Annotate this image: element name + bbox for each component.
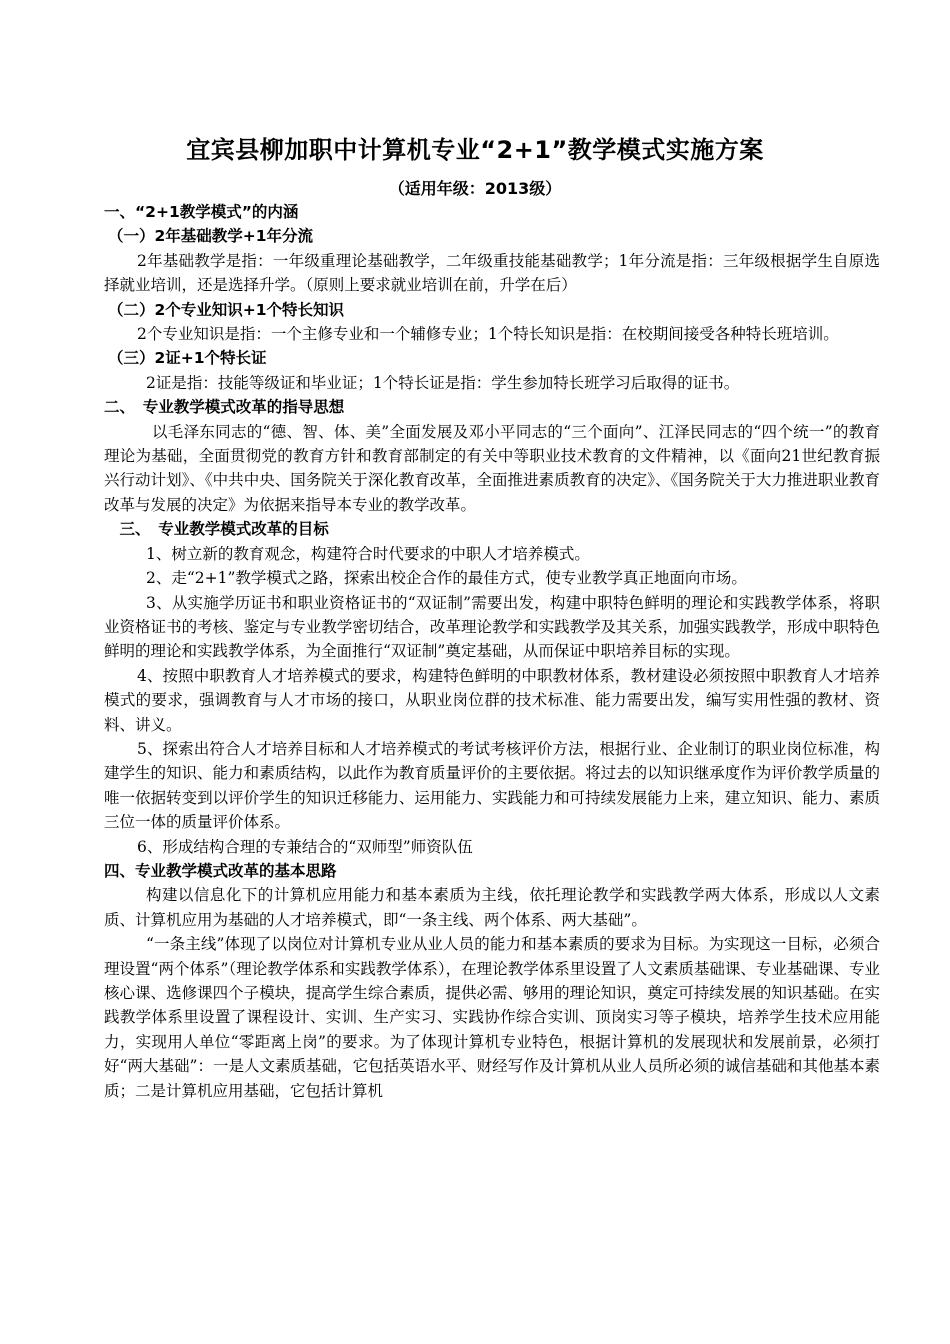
paragraph: 6、形成结构合理的专兼结合的“双师型”师资队伍 (137, 837, 473, 856)
subsection-heading: （二）2个专业知识+1个特长知识 (108, 300, 345, 319)
paragraph: 3、从实施学历证书和职业资格证书的“双证制”需要出发，构建中职特色鲜明的理论和实践教学体系，将职业资格证书的考核、鉴定与专业教学密切结合，改革理论教学和实践教学及其关系，加强实践教学，形成中职特色鲜明的理论和实践教学体系，为全面推行“双证制”奠定基础，从而保证中职培养目标的实现。 (104, 593, 880, 661)
paragraph: 4、按照中职教育人才培养模式的要求，构建特色鲜明的中职教材体系，教材建设必须按照中职教育人才培养模式的要求，强调教育与人才市场的接口，从职业岗位群的技术标准、能力需要出发，编写实用性强的教材、资料、讲义。 (104, 666, 880, 734)
document-subtitle: （适用年级：2013级） (388, 179, 562, 198)
subsection-heading: （三）2证+1个特长证 (108, 349, 267, 368)
paragraph: 以毛泽东同志的“德、智、体、美”全面发展及邓小平同志的“三个面向”、江泽民同志的“四个统一”的教育理论为基础，全面贯彻党的教育方针和教育部制定的有关中等职业技术教育的文件精神，以《面向21世纪教育振兴行动计划》、《中共中央、国务院关于深化教育改革，全面推进素质教育的决定》、《国务院关于大力推进职业教育改革与发展的决定》为依据来指导本专业的教学改革。 (104, 422, 880, 514)
section-heading: 一、“2+1教学模式”的内涵 (104, 203, 299, 221)
paragraph: 1、树立新的教育观念，构建符合时代要求的中职人才培养模式。 (146, 544, 590, 563)
subsection-heading: （一）2年基础教学+1年分流 (108, 227, 314, 246)
paragraph: 2证是指：技能等级证和毕业证；1个特长证是指：学生参加特长班学习后取得的证书。 (146, 373, 740, 392)
paragraph: 2个专业知识是指：一个主修专业和一个辅修专业；1个特长知识是指：在校期间接受各种特长班培训。 (137, 325, 839, 344)
paragraph: “一条主线”体现了以岗位对计算机专业从业人员的能力和基本素质的要求为目标。为实现这一目标，必须合理设置“两个体系”（理论教学体系和实践教学体系），在理论教学体系里设置了人文素质基础课、专业基础课、专业核心课、选修课四个子模块，提高学生综合素质，提供必需、够用的理论知识，奠定可持续发展的知识基础。在实践教学体系里设置了课程设计、实训、生产实习、实践协作综合实训、顶岗实习等子模块，培养学生技术应用能力，实现用人单位“零距离上岗”的要求。为了体现计算机专业特色，根据计算机的发展现状和发展前景，必须打好“两大基础”：一是人文素质基础，它包括英语水平、财经写作及计算机从业人员所必须的诚信基础和其他基本素质；二是计算机应用基础，它包括计算机 (104, 935, 880, 1100)
section-heading: 四、专业教学模式改革的基本思路 (104, 861, 337, 880)
section-heading: 二、 专业教学模式改革的指导思想 (104, 398, 345, 417)
paragraph: 5、探索出符合人才培养目标和人才培养模式的考试考核评价方法，根据行业、企业制订的职业岗位标准，构建学生的知识、能力和素质结构，以此作为教育质量评价的主要依据。将过去的以知识继承度作为评价教学质量的唯一依据转变到以评价学生的知识迁移能力、运用能力、实践能力和可持续发展能力上来，建立知识、能力、素质三位一体的质量评价体系。 (104, 739, 880, 832)
document-title: 宜宾县柳加职中计算机专业“2+1”教学模式实施方案 (186, 136, 764, 164)
paragraph: 2年基础教学是指：一年级重理论基础教学，二年级重技能基础教学；1年分流是指：三年级根据学生自原选择就业培训，还是选择升学。（原则上要求就业培训在前，升学在后） (104, 251, 880, 295)
paragraph: 2、走“2+1”教学模式之路，探索出校企合作的最佳方式，使专业教学真正地面向市场。 (146, 569, 747, 588)
document-body (104, 200, 880, 1103)
section-heading: 三、 专业教学模式改革的目标 (104, 520, 329, 539)
paragraph: 构建以信息化下的计算机应用能力和基本素质为主线，依托理论教学和实践教学两大体系，形成以人文素质、计算机应用为基础的人才培养模式，即“一条主线、两个体系、两大基础”。 (104, 886, 880, 929)
